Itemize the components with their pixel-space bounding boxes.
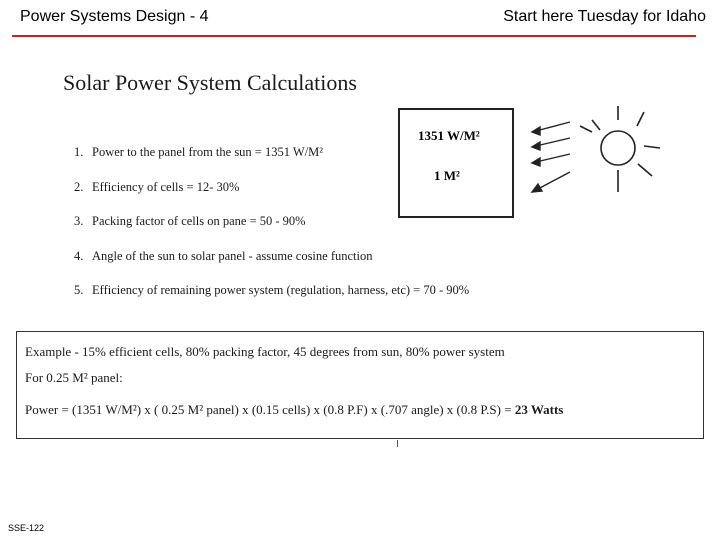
slide-footer-code: SSE-122 (8, 523, 45, 533)
example-line: Example - 15% efficient cells, 80% packing factor, 45 degrees from sun, 80% power system (25, 344, 505, 359)
list-item (74, 249, 469, 284)
slide-header-note: Start here Tuesday for Idaho (503, 8, 706, 25)
list-item (74, 214, 469, 249)
list-number: 5. (74, 283, 84, 297)
page-title: Solar Power System Calculations (63, 70, 357, 95)
solar-panel-diagram (398, 108, 514, 218)
example-line: For 0.25 M² panel: (25, 370, 123, 385)
list-text: Packing factor of cells on pane = 50 - 90% (92, 214, 306, 228)
list-text: Angle of the sun to solar panel - assume cosine function (92, 248, 373, 263)
panel-area-label: 1 M² (434, 168, 460, 183)
scan-mark (397, 440, 398, 447)
sun-icon (520, 96, 670, 206)
example-equation (25, 402, 563, 418)
slide-header-title: Power Systems Design - 4 (20, 8, 209, 25)
list-text: Efficiency of remaining power system (regulation, harness, etc) = 70 - 90% (92, 283, 470, 297)
equation-result: 23 Watts (514, 402, 564, 417)
list-number: 4. (74, 248, 84, 263)
example-box (16, 331, 704, 439)
list-item (74, 283, 469, 318)
panel-flux-label: 1351 W/M² (418, 128, 480, 143)
list-text: Power to the panel from the sun = 1351 W/M² (92, 145, 324, 159)
list-text: Efficiency of cells = 12- 30% (92, 179, 240, 194)
header-divider (12, 35, 696, 37)
equation-text: Power = (1351 W/M²) x ( 0.25 M² panel) x (0.15 cells) x (0.8 P.F) x (.707 angle) x (0.8 P.S) = (25, 402, 512, 417)
list-number: 3. (74, 214, 84, 228)
list-number: 1. (74, 145, 84, 159)
list-number: 2. (74, 179, 84, 194)
